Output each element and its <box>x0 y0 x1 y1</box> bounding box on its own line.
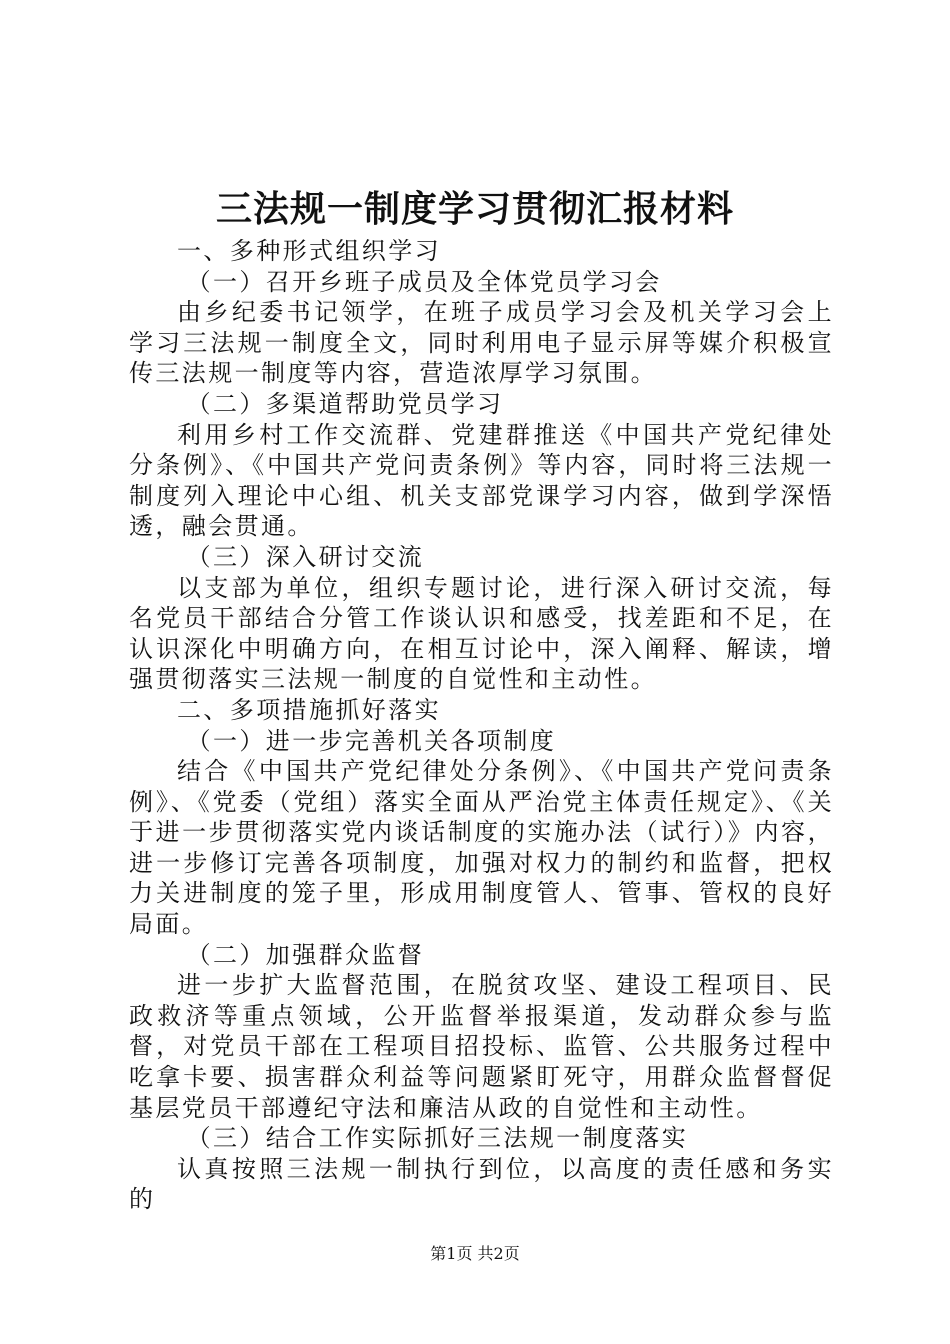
body-paragraph: 由乡纪委书记领学，在班子成员学习会及机关学习会上学习三法规一制度全文，同时利用电子显示屏等媒介积极宣传三法规一制度等内容，营造浓厚学习氛围。 <box>129 298 834 388</box>
subsection-heading-1-1: （一）召开乡班子成员及全体党员学习会 <box>186 267 662 296</box>
page-number-footer: 第1页 共2页 <box>430 1244 520 1263</box>
document-body <box>129 236 834 1215</box>
subsection-heading-1-2: （二）多渠道帮助党员学习 <box>186 389 504 418</box>
body-paragraph: 认真按照三法规一制执行到位，以高度的责任感和务实的 <box>129 1154 834 1214</box>
section-heading-1: 一、多种形式组织学习 <box>177 237 441 265</box>
document-title: 三法规一制度学习贯彻汇报材料 <box>215 188 734 230</box>
subsection-heading-2-2: （二）加强群众监督 <box>186 940 425 969</box>
subsection-heading-2-1: （一）进一步完善机关各项制度 <box>186 726 557 755</box>
body-paragraph: 进一步扩大监督范围，在脱贫攻坚、建设工程项目、民政救济等重点领域，公开监督举报渠道，发动群众参与监督，对党员干部在工程项目招投标、监管、公共服务过程中吃拿卡要、损害群众利益等问题紧盯死守，用群众监督督促基层党员干部遵纪守法和廉洁从政的自觉性和主动性。 <box>129 971 834 1122</box>
body-paragraph: 利用乡村工作交流群、党建群推送《中国共产党纪律处分条例》、《中国共产党问责条例》等内容，同时将三法规一制度列入理论中心组、机关支部党课学习内容，做到学深悟透，融会贯通。 <box>129 420 834 541</box>
body-paragraph: 结合《中国共产党纪律处分条例》、《中国共产党问责条例》、《党委（党组）落实全面从严治党主体责任规定》、《关于进一步贯彻落实党内谈话制度的实施办法（试行）》内容，进一步修订完善各项制度，加强对权力的制约和监督，把权力关进制度的笼子里，形成用制度管人、管事、管权的良好局面。 <box>129 757 834 939</box>
body-paragraph: 以支部为单位，组织专题讨论，进行深入研讨交流，每名党员干部结合分管工作谈认识和感受，找差距和不足，在认识深化中明确方向，在相互讨论中，深入阐释、解读，增强贯彻落实三法规一制度的自觉性和主动性。 <box>129 573 834 694</box>
section-heading-2: 二、多项措施抓好落实 <box>177 695 441 724</box>
subsection-heading-1-3: （三）深入研讨交流 <box>186 542 425 571</box>
subsection-heading-2-3: （三）结合工作实际抓好三法规一制度落实 <box>186 1124 689 1153</box>
